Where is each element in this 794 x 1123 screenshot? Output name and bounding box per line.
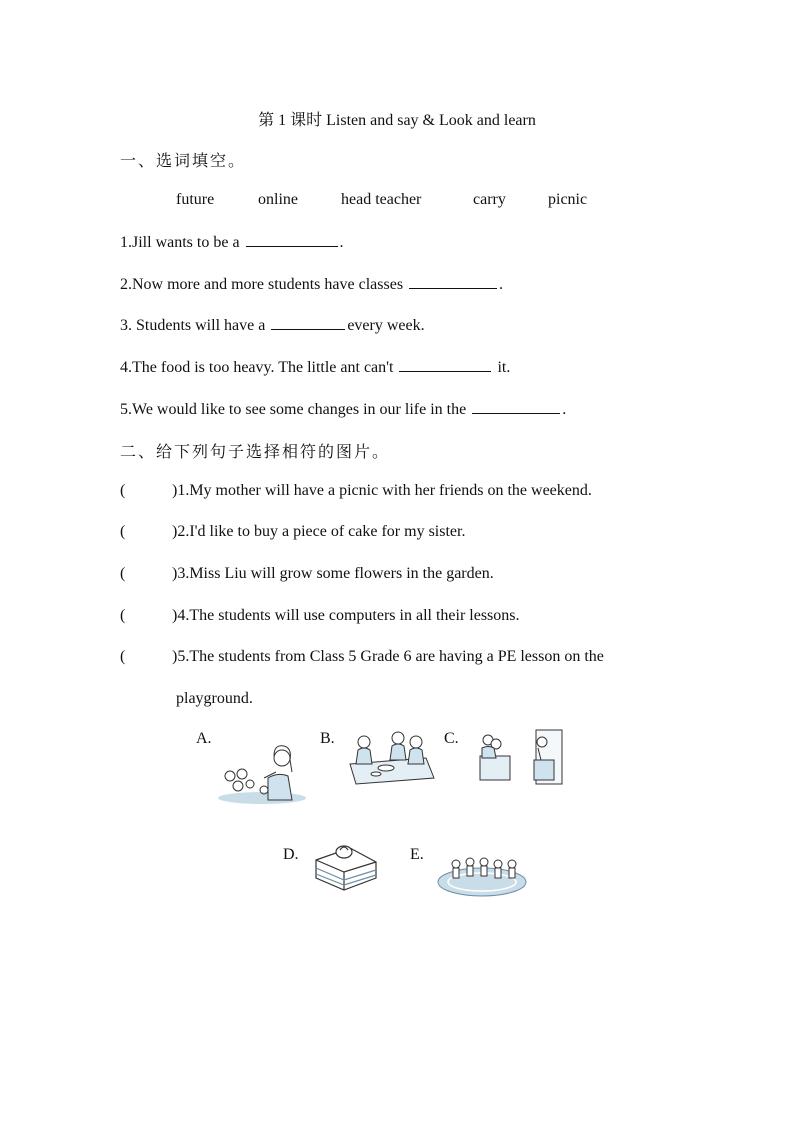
answer-paren[interactable]: ( bbox=[120, 523, 126, 540]
section-1-heading: 一、选词填空。 bbox=[120, 153, 247, 170]
question-text: 2.Now more and more students have classes bbox=[120, 276, 408, 293]
fill-question-1 bbox=[120, 232, 344, 252]
match-item-text: )5.The students from Class 5 Grade 6 are having a PE lesson on the bbox=[172, 648, 604, 665]
answer-paren[interactable]: ( bbox=[120, 482, 126, 499]
answer-blank[interactable] bbox=[246, 232, 338, 247]
word-bank-item: picnic bbox=[548, 191, 588, 208]
option-label-c: C. bbox=[444, 730, 459, 747]
question-text: . bbox=[562, 401, 567, 418]
picnic-picture bbox=[346, 728, 436, 786]
question-text: it. bbox=[493, 359, 511, 376]
word-bank-item: future bbox=[176, 191, 215, 208]
students-computers-picture bbox=[470, 726, 566, 788]
cake-picture bbox=[310, 838, 382, 894]
fill-question-5 bbox=[120, 399, 566, 419]
match-item-5 bbox=[120, 648, 604, 666]
question-text: . bbox=[339, 234, 344, 251]
answer-blank[interactable] bbox=[472, 399, 560, 414]
question-text: 1.Jill wants to be a bbox=[120, 234, 244, 251]
fill-question-2 bbox=[120, 274, 503, 294]
page-title: 第 1 课时 Listen and say & Look and learn bbox=[258, 112, 536, 129]
word-bank-item: online bbox=[258, 191, 298, 208]
fill-question-3 bbox=[120, 315, 425, 335]
pe-lesson-playground-picture bbox=[436, 852, 528, 898]
answer-paren[interactable]: ( bbox=[120, 607, 126, 624]
girl-gardening-picture bbox=[216, 738, 308, 806]
match-item-2 bbox=[120, 523, 465, 541]
match-item-text: )4.The students will use computers in all their lessons. bbox=[172, 607, 520, 624]
match-item-text: )1.My mother will have a picnic with her friends on the weekend. bbox=[172, 482, 592, 499]
question-text: 3. Students will have a bbox=[120, 317, 270, 334]
match-item-1 bbox=[120, 482, 592, 500]
word-bank-item: head teacher bbox=[341, 191, 422, 208]
match-item-3 bbox=[120, 565, 494, 583]
match-item-text: )2.I'd like to buy a piece of cake for my sister. bbox=[172, 523, 466, 540]
fill-question-4 bbox=[120, 357, 510, 377]
answer-blank[interactable] bbox=[271, 315, 345, 330]
section-2-heading: 二、给下列句子选择相符的图片。 bbox=[120, 444, 391, 461]
answer-paren[interactable]: ( bbox=[120, 565, 126, 582]
word-bank-item: carry bbox=[473, 191, 506, 208]
question-text: every week. bbox=[347, 317, 425, 334]
option-label-a: A. bbox=[196, 730, 212, 747]
question-text: . bbox=[499, 276, 504, 293]
option-label-e: E. bbox=[410, 846, 424, 863]
answer-paren[interactable]: ( bbox=[120, 648, 126, 665]
word-bank bbox=[176, 191, 587, 209]
answer-blank[interactable] bbox=[409, 274, 497, 289]
question-text: 5.We would like to see some changes in our life in the bbox=[120, 401, 471, 418]
option-label-d: D. bbox=[283, 846, 299, 863]
option-label-b: B. bbox=[320, 730, 335, 747]
match-item-5-continuation: playground. bbox=[176, 690, 253, 707]
answer-blank[interactable] bbox=[399, 357, 491, 372]
question-text: 4.The food is too heavy. The little ant can't bbox=[120, 359, 398, 376]
match-item-text: )3.Miss Liu will grow some flowers in the garden. bbox=[172, 565, 494, 582]
match-item-4 bbox=[120, 607, 520, 625]
